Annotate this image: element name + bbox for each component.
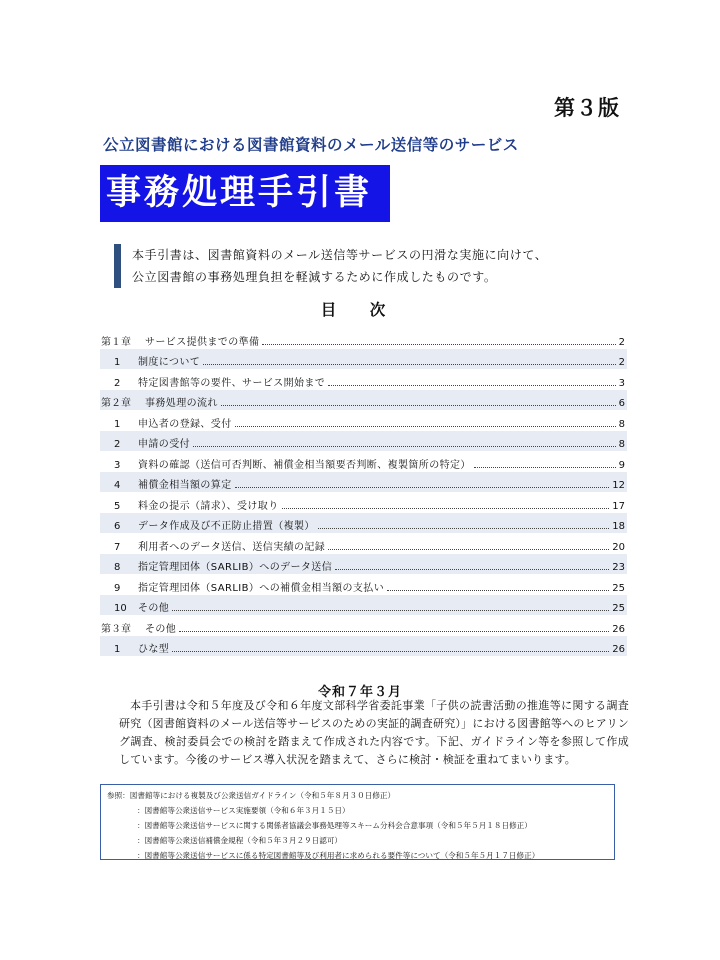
table-of-contents (100, 328, 627, 656)
toc-entry-label: サービス提供までの準備 (145, 336, 260, 348)
toc-entry-number: 6 (114, 521, 121, 532)
toc-entry-number: 5 (114, 500, 121, 512)
toc-section-row (100, 554, 627, 575)
toc-entry-label: 利用者へのデータ送信、送信実績の記録 (138, 541, 326, 553)
toc-entry-page: 17 (612, 500, 625, 512)
toc-leader-dots (221, 405, 616, 406)
toc-leader-dots (172, 651, 609, 652)
toc-entry-page: 3 (618, 377, 625, 389)
toc-entry-page: 25 (612, 582, 625, 594)
toc-leader-dots (328, 549, 609, 550)
toc-entry-label: 指定管理団体（SARLIB）への補償金相当額の支払い (138, 582, 385, 594)
toc-section-row (100, 369, 627, 390)
toc-section-row (100, 574, 627, 595)
reference-item: ：図書館等公衆送信サービスに関する関係者協議会事務処理等スキーム分科会合意事項（令和５年５月１８日修正） (137, 821, 532, 830)
purpose-statement (132, 244, 547, 288)
toc-entry-number: 第３章 (101, 623, 131, 635)
toc-entry-number: 3 (114, 459, 121, 471)
toc-entry-number: 2 (114, 439, 121, 450)
toc-entry-label: その他 (138, 603, 170, 614)
toc-entry-label: その他 (145, 623, 177, 635)
toc-leader-dots (262, 344, 615, 345)
toc-entry-page: 6 (618, 398, 625, 409)
toc-entry-page: 26 (612, 644, 625, 655)
reference-item: ：図書館等公衆送信補償金規程（令和５年３月２９日認可） (137, 836, 343, 845)
toc-entry-label: 補償金相当額の算定 (138, 480, 232, 491)
toc-entry-number: 1 (114, 644, 121, 655)
reference-item: ：図書館等公衆送信サービスに係る特定図書館等及び利用者に求められる要件等について（令和５年５月１７日修正） (137, 851, 540, 860)
toc-entry-label: 特定図書館等の要件、サービス開始まで (138, 377, 326, 389)
toc-heading: 目 次 (320, 301, 400, 319)
toc-section-row (100, 533, 627, 554)
toc-section-row (100, 472, 627, 493)
toc-entry-page: 20 (612, 541, 625, 553)
toc-entry-label: 指定管理団体（SARLIB）へのデータ送信 (138, 562, 333, 573)
toc-leader-dots (335, 569, 609, 570)
toc-section-row (100, 636, 627, 657)
toc-entry-label: 資料の確認（送信可否判断、補償金相当額要否判断、複製箇所の特定） (138, 459, 471, 471)
toc-section-row (100, 451, 627, 472)
description-paragraph: 本手引書は令和５年度及び令和６年度文部科学省委託事業「子供の読書活動の推進等に関する調査研究（図書館資料のメール送信等サービスのための実証的調査研究）」における図書館等へのヒアリング調査、検討委員会での検討を踏まえて作成された内容です。下記、ガイドライン等を参照して作成しています。今後のサービス導入状況を踏まえて、さらに検討・検証を重ねてまいります。 (119, 699, 629, 766)
toc-entry-label: 制度について (138, 357, 201, 368)
purpose-accent-bar (114, 244, 121, 288)
toc-chapter-row (100, 328, 627, 349)
toc-leader-dots (235, 426, 616, 427)
toc-section-row (100, 492, 627, 513)
toc-entry-page: 2 (618, 357, 625, 368)
edition-label: 第３版 (554, 96, 620, 120)
toc-entry-number: 9 (114, 582, 121, 594)
toc-section-row (100, 513, 627, 534)
document-subtitle: 公立図書館における図書館資料のメール送信等のサービス (103, 136, 519, 154)
toc-leader-dots (387, 590, 609, 591)
toc-entry-label: 申込者の登録、受付 (138, 418, 232, 430)
toc-entry-number: 1 (114, 418, 121, 430)
toc-entry-number: 第１章 (101, 336, 131, 348)
purpose-line-2: 公立図書館の事務処理負担を軽減するために作成したものです。 (132, 270, 497, 284)
toc-section-row (100, 349, 627, 370)
reference-item: ：図書館等公衆送信サービス実施要領（令和６年３月１５日） (137, 806, 350, 815)
toc-chapter-row (100, 390, 627, 411)
references-box (100, 784, 615, 860)
toc-entry-number: 1 (114, 357, 121, 368)
publication-date: 令和７年３月 (317, 685, 402, 700)
toc-entry-number: 7 (114, 541, 121, 553)
toc-section-row (100, 431, 627, 452)
toc-section-row (100, 595, 627, 616)
toc-entry-page: 23 (612, 562, 625, 573)
toc-leader-dots (193, 446, 616, 447)
toc-leader-dots (318, 528, 609, 529)
toc-entry-page: 25 (612, 603, 625, 614)
toc-entry-number: 10 (114, 603, 127, 614)
toc-entry-label: 事務処理の流れ (145, 398, 218, 409)
purpose-line-1: 本手引書は、図書館資料のメール送信等サービスの円滑な実施に向けて、 (132, 248, 548, 262)
toc-leader-dots (474, 467, 616, 468)
toc-section-row (100, 410, 627, 431)
toc-entry-label: データ作成及び不正防止措置（複製） (138, 521, 315, 532)
toc-entry-number: 8 (114, 562, 121, 573)
reference-item: 参照：図書館等における複製及び公衆送信ガイドライン（令和５年８月３０日修正） (107, 791, 396, 800)
toc-leader-dots (282, 508, 610, 509)
toc-leader-dots (203, 364, 615, 365)
toc-entry-page: 2 (618, 336, 625, 348)
toc-leader-dots (172, 610, 609, 611)
toc-entry-page: 12 (612, 480, 625, 491)
toc-entry-label: ひな型 (138, 644, 170, 655)
toc-leader-dots (179, 631, 609, 632)
toc-leader-dots (328, 385, 615, 386)
toc-entry-page: 8 (618, 439, 625, 450)
toc-entry-number: 2 (114, 377, 121, 389)
toc-entry-number: 4 (114, 480, 121, 491)
toc-entry-number: 第２章 (101, 398, 131, 409)
toc-chapter-row (100, 615, 627, 636)
toc-entry-page: 26 (612, 623, 625, 635)
toc-leader-dots (235, 487, 610, 488)
toc-entry-label: 料金の提示（請求）、受け取り (138, 500, 279, 512)
toc-entry-page: 18 (612, 521, 625, 532)
toc-entry-page: 9 (618, 459, 625, 471)
document-title: 事務処理手引書 (100, 165, 390, 222)
toc-entry-label: 申請の受付 (138, 439, 190, 450)
toc-entry-page: 8 (618, 418, 625, 430)
